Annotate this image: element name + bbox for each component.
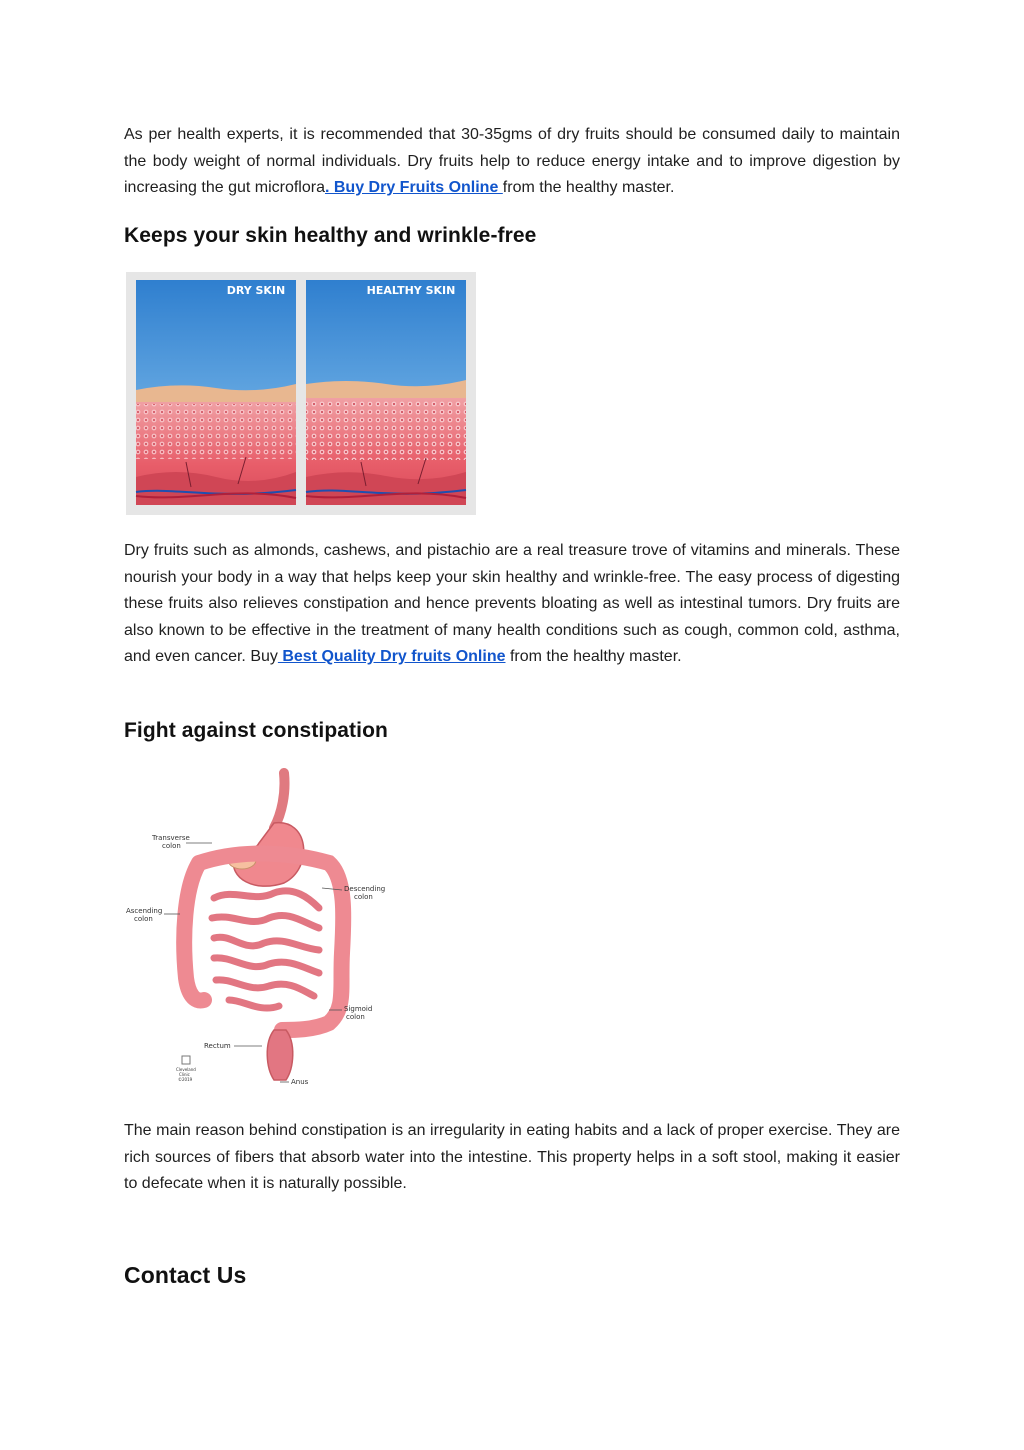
- dry-skin-label: DRY SKIN: [226, 284, 286, 297]
- skin-comparison-image: [126, 272, 476, 515]
- dry-skin-panel: [136, 280, 296, 505]
- rectum-label: Rectum: [204, 1042, 231, 1050]
- intro-text: As per health experts, it is recommended that 30-35gms of dry fruits should be consumed daily to maintain the body weight of normal individuals. Dry fruits help to reduce energy intake and to improve digestion by increasing the gut microflora: [124, 126, 900, 196]
- intro-paragraph: [124, 122, 900, 202]
- best-quality-dry-fruits-link[interactable]: Best Quality Dry fruits Online: [277, 648, 506, 665]
- constipation-heading: Fight against constipation: [124, 719, 388, 742]
- buy-dry-fruits-link[interactable]: . Buy Dry Fruits Online: [324, 179, 503, 196]
- digestive-system-image: [124, 768, 394, 1096]
- ascending-colon-label-2: colon: [134, 915, 153, 923]
- transverse-colon-label: Transverse: [152, 834, 190, 842]
- svg-text:©2019: ©2019: [178, 1077, 193, 1082]
- sigmoid-colon-label: Sigmoid: [344, 1005, 373, 1013]
- healthy-skin-panel: [306, 280, 466, 505]
- intro-text-after: from the healthy master.: [502, 179, 675, 196]
- skin-text-after: from the healthy master.: [505, 648, 682, 665]
- sigmoid-colon-label-2: colon: [346, 1013, 365, 1021]
- descending-colon-label-2: colon: [354, 893, 373, 901]
- ascending-colon-label: Ascending: [126, 907, 163, 915]
- anus-label: Anus: [291, 1078, 309, 1086]
- svg-text:Cleveland: Cleveland: [176, 1067, 196, 1072]
- skin-heading: Keeps your skin healthy and wrinkle-free: [124, 224, 537, 247]
- skin-text: Dry fruits such as almonds, cashews, and pistachio are a real treasure trove of vitamins and minerals. These nourish your body in a way that helps keep your skin healthy and wrinkle-free. The easy process of digesting these fruits also relieves constipation and hence prevents bloating as well as intestinal tumors. Dry fruits are also known to be effective in the treatment of many health conditions such as cough, common cold, asthma, and even cancer. Buy: [124, 542, 900, 665]
- contact-heading: Contact Us: [124, 1262, 247, 1288]
- healthy-skin-label: HEALTHY SKIN: [366, 284, 456, 297]
- skin-paragraph: [124, 538, 900, 671]
- svg-text:Clinic: Clinic: [179, 1072, 190, 1077]
- constipation-paragraph: The main reason behind constipation is an irregularity in eating habits and a lack of proper exercise. They are rich sources of fibers that absorb water into the intestine. This property helps in a soft stool, making it easier to defecate when it is naturally possible.: [124, 1122, 900, 1192]
- transverse-colon-label-2: colon: [162, 842, 181, 850]
- descending-colon-label: Descending: [344, 885, 386, 893]
